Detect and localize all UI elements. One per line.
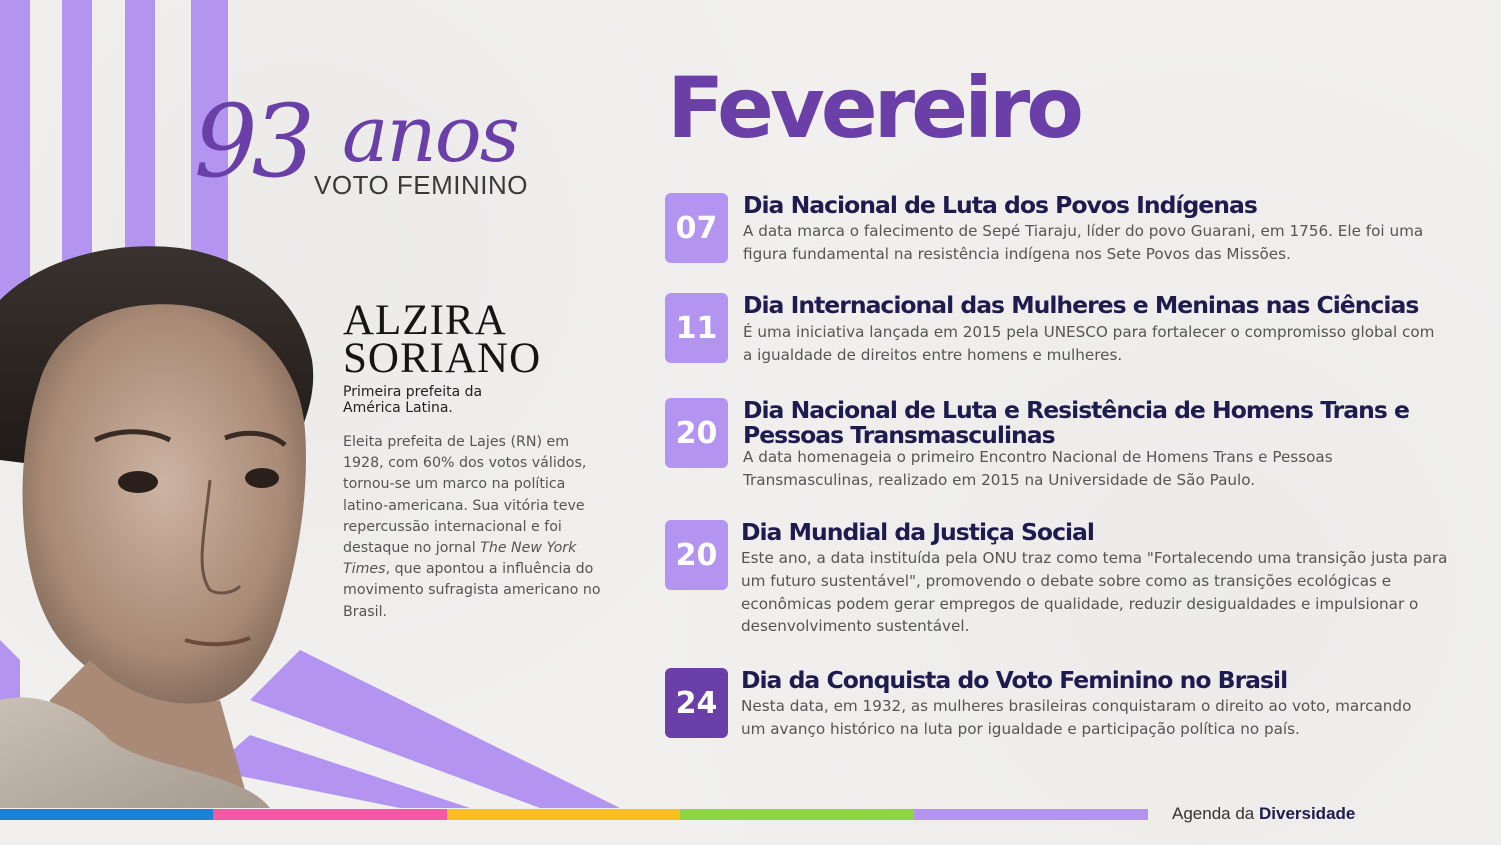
portrait-eye-left xyxy=(118,471,158,493)
event-title: Dia Mundial da Justiça Social xyxy=(741,518,1094,546)
anniversary-number: 93 xyxy=(194,83,310,200)
event-title: Dia Nacional de Luta dos Povos Indígenas xyxy=(743,191,1257,219)
featured-name xyxy=(343,297,542,382)
featured-name-line1: ALZIRA xyxy=(343,297,507,344)
event-description: A data marca o falecimento de Sepé Tiaraju, líder do povo Guarani, em 1756. Ele foi uma figura fundamental na resistência indígena nos Sete Povos das Missões. xyxy=(743,222,1424,263)
event-day-badge: 07 xyxy=(665,193,728,263)
event-description: Nesta data, em 1932, as mulheres brasileiras conquistaram o direito ao voto, marcando um avanço histórico na luta por igualdade e participação política no país. xyxy=(741,697,1412,738)
decorative-stripes-and-portrait xyxy=(0,0,640,845)
portrait-eye-right xyxy=(245,468,279,488)
event-day-badge: 20 xyxy=(665,398,728,468)
color-bar-purple xyxy=(914,809,1148,820)
event-day-badge: 24 xyxy=(665,668,728,738)
featured-bio-after: , que apontou a influência do movimento sufragista americano no Brasil. xyxy=(343,561,601,620)
color-bar-yellow xyxy=(447,809,680,820)
brand-name: Diversidade xyxy=(1258,804,1356,823)
event-title: Dia Internacional das Mulheres e Meninas nas Ciências xyxy=(743,291,1419,319)
event-title: Dia Nacional de Luta e Resistência de Homens Trans e Pessoas Transmasculinas xyxy=(743,396,1409,449)
featured-bio xyxy=(343,432,601,623)
brand-prefix: Agenda da xyxy=(1172,804,1255,823)
color-bar-green xyxy=(680,809,914,820)
featured-bio-before: Eleita prefeita de Lajes (RN) em 1928, com 60% dos votos válidos, tornou-se um marco na política latino-americana. Sua vitória teve repercussão internacional e foi destaque no jornal xyxy=(343,434,587,557)
month-title: Fevereiro xyxy=(667,59,1080,157)
featured-name-line2: SORIANO xyxy=(343,335,542,382)
brand-signature xyxy=(1172,804,1355,824)
event-description: É uma iniciativa lançada em 2015 pela UNESCO para fortalecer o compromisso global com a igualdade de direitos entre homens e mulheres. xyxy=(743,323,1435,364)
color-bar-pink xyxy=(213,809,447,820)
color-bar xyxy=(0,809,1148,820)
event-title: Dia da Conquista do Voto Feminino no Brasil xyxy=(741,666,1288,694)
color-bar-blue xyxy=(0,809,213,820)
anniversary-word: anos xyxy=(342,90,518,180)
event-day-badge: 20 xyxy=(665,520,728,590)
event-day-badge: 11 xyxy=(665,293,728,363)
featured-bio-newspaper: The New York Times xyxy=(343,540,577,578)
event-description: Este ano, a data instituída pela ONU traz como tema "Fortalecendo uma transição justa para um futuro sustentável", promovendo o debate sobre como as transições ecológicas e econômicas podem gerar empregos de qualidade, reduzir desigualdades e impulsionar o desenvolvimento sustentável. xyxy=(741,549,1448,636)
anniversary-subtitle: VOTO FEMININO xyxy=(314,170,529,200)
event-description: A data homenageia o primeiro Encontro Nacional de Homens Trans e Pessoas Transmasculinas, realizado em 2015 na Universidade de São Paulo. xyxy=(743,448,1333,489)
featured-subtitle: Primeira prefeita da América Latina. xyxy=(343,384,483,416)
portrait-face xyxy=(23,304,306,705)
